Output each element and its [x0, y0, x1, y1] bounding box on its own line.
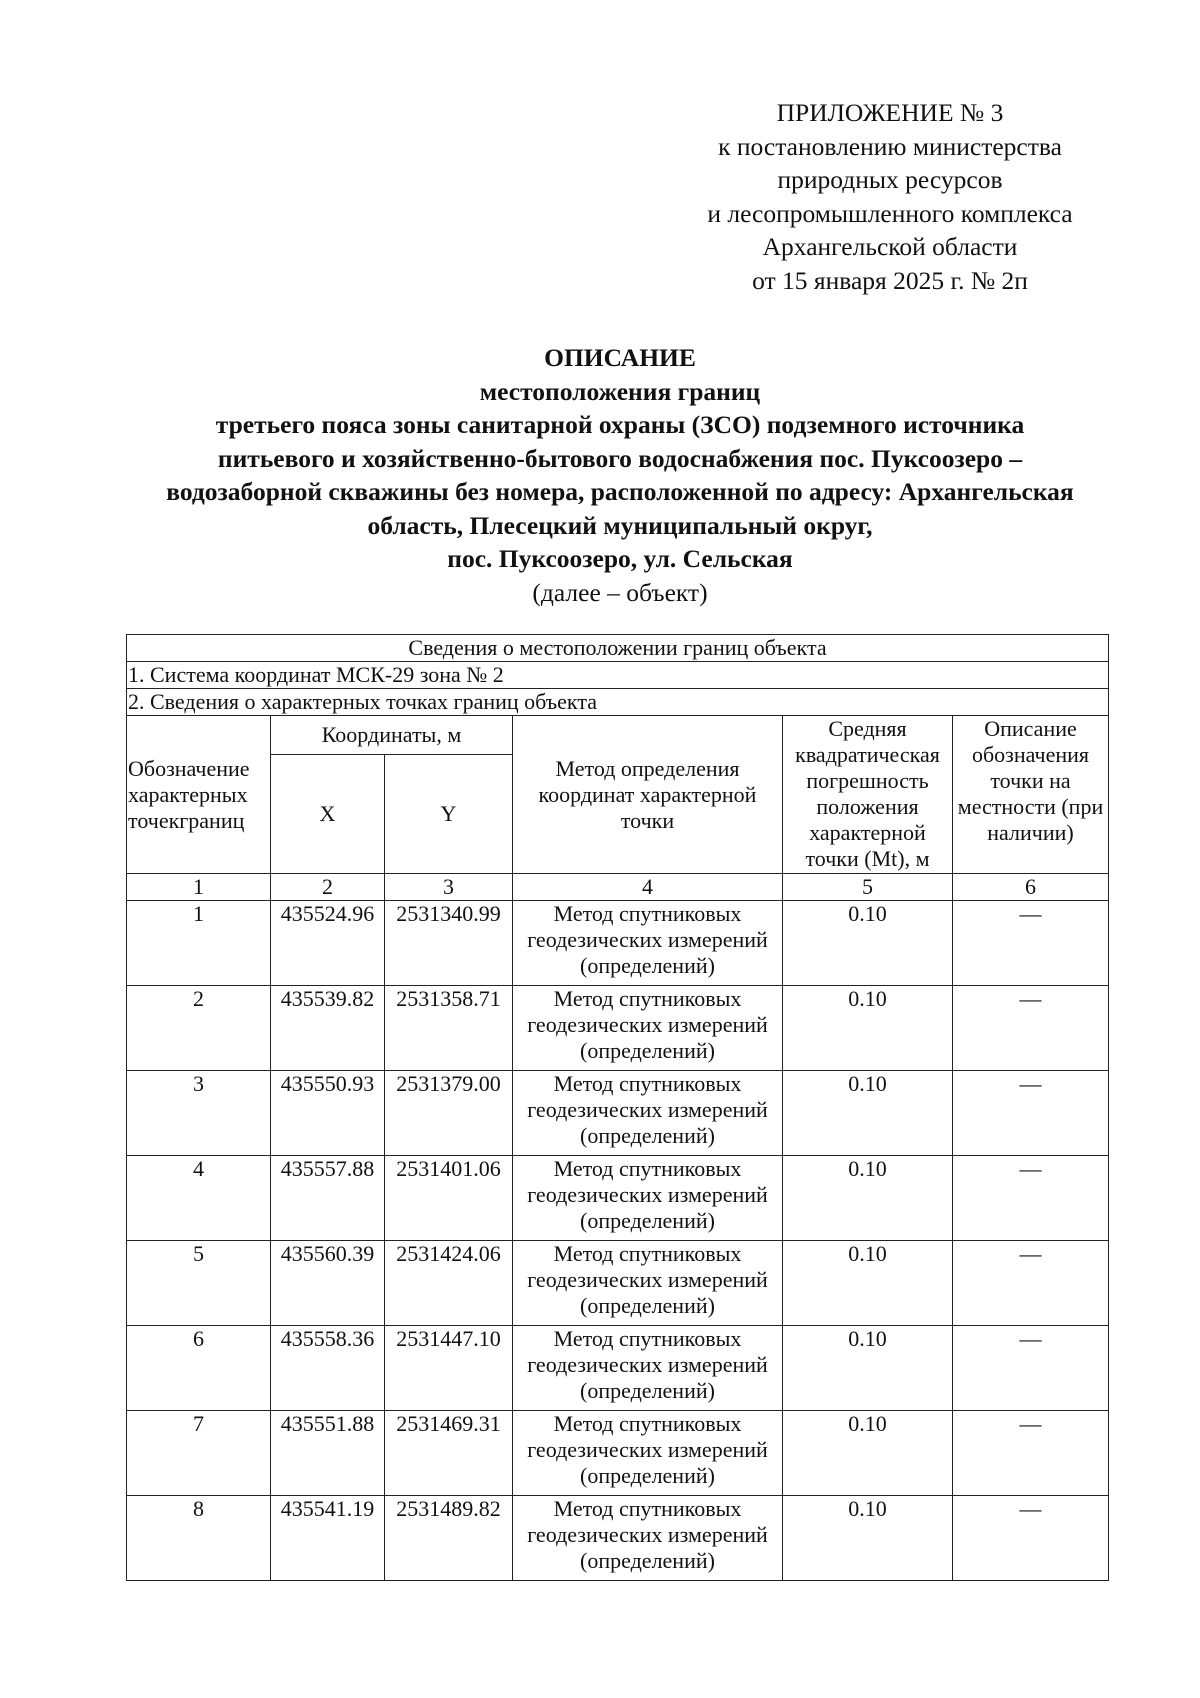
header-point: Обозначение характерных точекграниц	[127, 716, 271, 874]
cell-point: 4	[127, 1156, 271, 1241]
cell-method: Метод спутниковых геодезических измерений (определений)	[513, 1241, 783, 1326]
coordinate-system-row: 1. Система координат МСК-29 зона № 2	[127, 662, 1109, 689]
cell-y: 2531358.71	[385, 986, 513, 1071]
title-line: пос. Пуксоозеро, ул. Сельская	[447, 544, 793, 573]
cell-error: 0.10	[783, 901, 953, 986]
boundary-points-table	[126, 634, 1109, 1581]
cell-description: —	[953, 1241, 1109, 1326]
cell-error: 0.10	[783, 1326, 953, 1411]
cell-point: 5	[127, 1241, 271, 1326]
appendix-header	[620, 96, 1160, 297]
title-line: третьего пояса зоны санитарной охраны (ЗСО) подземного источника	[215, 410, 1025, 439]
cell-error: 0.10	[783, 1241, 953, 1326]
title-subtitle: (далее – объект)	[532, 577, 708, 607]
cell-y: 2531379.00	[385, 1071, 513, 1156]
title-line: питьевого и хозяйственно-бытового водоснабжения пос. Пуксоозеро –	[217, 443, 1023, 473]
cell-point: 6	[127, 1326, 271, 1411]
header-y: Y	[385, 755, 513, 874]
header-x: X	[271, 755, 385, 874]
table-row	[127, 1496, 1109, 1581]
cell-description: —	[953, 1326, 1109, 1411]
title-line: область, Плесецкий муниципальный округ,	[367, 510, 873, 540]
column-number: 4	[513, 874, 783, 901]
cell-method: Метод спутниковых геодезических измерений (определений)	[513, 1071, 783, 1156]
appendix-line: природных ресурсов	[777, 165, 1003, 194]
cell-description: —	[953, 1156, 1109, 1241]
header-error: Средняя квадратическая погрешность положения характерной точки (Mt), м	[783, 716, 953, 874]
cell-method: Метод спутниковых геодезических измерений (определений)	[513, 1411, 783, 1496]
header-method: Метод определения координат характерной точки	[513, 716, 783, 874]
column-number: 3	[385, 874, 513, 901]
cell-method: Метод спутниковых геодезических измерений (определений)	[513, 986, 783, 1071]
table-row	[127, 1071, 1109, 1156]
cell-method: Метод спутниковых геодезических измерений (определений)	[513, 901, 783, 986]
appendix-line: к постановлению министерства	[718, 131, 1062, 161]
cell-description: —	[953, 1071, 1109, 1156]
table-row	[127, 1156, 1109, 1241]
cell-point: 8	[127, 1496, 271, 1581]
table-row	[127, 986, 1109, 1071]
column-numbers-row	[127, 874, 1109, 901]
cell-y: 2531401.06	[385, 1156, 513, 1241]
cell-method: Метод спутниковых геодезических измерений (определений)	[513, 1326, 783, 1411]
cell-x: 435524.96	[271, 901, 385, 986]
cell-error: 0.10	[783, 1156, 953, 1241]
title-line: ОПИСАНИЕ	[544, 343, 696, 372]
column-number: 1	[127, 874, 271, 901]
cell-method: Метод спутниковых геодезических измерений (определений)	[513, 1496, 783, 1581]
cell-description: —	[953, 1496, 1109, 1581]
document-title	[95, 341, 1145, 609]
cell-description: —	[953, 901, 1109, 986]
cell-x: 435550.93	[271, 1071, 385, 1156]
table-row	[127, 1411, 1109, 1496]
cell-y: 2531447.10	[385, 1326, 513, 1411]
appendix-line: от 15 января 2025 г. № 2п	[752, 265, 1028, 295]
cell-y: 2531340.99	[385, 901, 513, 986]
header-coords: Координаты, м	[271, 716, 513, 755]
appendix-line: Архангельской области	[762, 232, 1018, 261]
table-row	[127, 1326, 1109, 1411]
title-line: местоположения границ	[479, 376, 761, 406]
cell-error: 0.10	[783, 986, 953, 1071]
table-row	[127, 1241, 1109, 1326]
title-line: водозаборной скважины без номера, расположенной по адресу: Архангельская	[166, 477, 1074, 506]
cell-x: 435541.19	[271, 1496, 385, 1581]
cell-error: 0.10	[783, 1496, 953, 1581]
table-caption: Сведения о местоположении границ объекта	[127, 635, 1109, 662]
cell-point: 2	[127, 986, 271, 1071]
column-number: 5	[783, 874, 953, 901]
header-description: Описание обозначения точки на местности (при наличии)	[953, 716, 1109, 874]
appendix-line: и лесопромышленного комплекса	[707, 198, 1073, 228]
cell-point: 3	[127, 1071, 271, 1156]
cell-y: 2531469.31	[385, 1411, 513, 1496]
cell-description: —	[953, 1411, 1109, 1496]
column-number: 2	[271, 874, 385, 901]
points-section-row: 2. Сведения о характерных точках границ объекта	[127, 689, 1109, 716]
cell-error: 0.10	[783, 1411, 953, 1496]
cell-y: 2531489.82	[385, 1496, 513, 1581]
cell-point: 1	[127, 901, 271, 986]
appendix-line: ПРИЛОЖЕНИЕ № 3	[776, 98, 1004, 127]
cell-x: 435560.39	[271, 1241, 385, 1326]
cell-point: 7	[127, 1411, 271, 1496]
cell-error: 0.10	[783, 1071, 953, 1156]
table-row	[127, 901, 1109, 986]
cell-x: 435551.88	[271, 1411, 385, 1496]
cell-x: 435539.82	[271, 986, 385, 1071]
cell-method: Метод спутниковых геодезических измерений (определений)	[513, 1156, 783, 1241]
column-number: 6	[953, 874, 1109, 901]
cell-x: 435558.36	[271, 1326, 385, 1411]
cell-description: —	[953, 986, 1109, 1071]
cell-x: 435557.88	[271, 1156, 385, 1241]
cell-y: 2531424.06	[385, 1241, 513, 1326]
